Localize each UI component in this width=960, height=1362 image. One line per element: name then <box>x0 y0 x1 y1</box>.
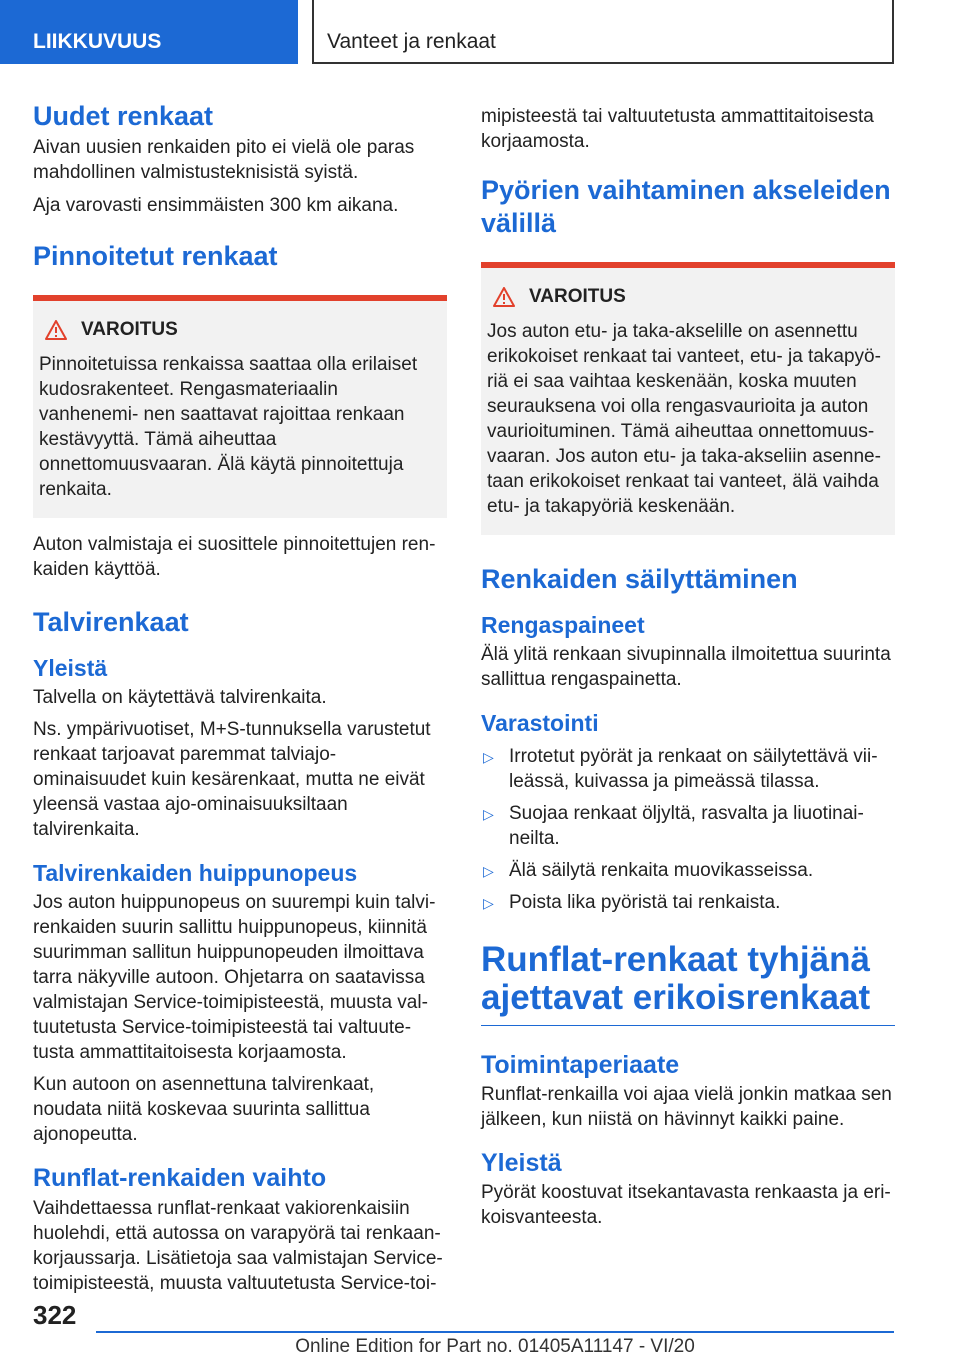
triangle-bullet-icon: ▷ <box>483 749 494 765</box>
section-divider <box>481 1025 895 1026</box>
heading-uudet-renkaat: Uudet renkaat <box>33 101 214 131</box>
paragraph: Aivan uusien renkaiden pito ei vielä ole paras mahdollinen valmistusteknisistä syistä. <box>33 137 415 183</box>
warning-title <box>39 317 441 342</box>
storage-list <box>481 744 895 915</box>
heading-talvirenkaat: Talvirenkaat <box>33 607 189 637</box>
subheading-varastointi: Varastointi <box>481 710 599 736</box>
paragraph: Pyörät koostuvat itsekantavasta renkaasta ja eri- koisvanteesta. <box>481 1182 891 1228</box>
footer-edition: Online Edition for Part no. 01405A11147 - VI/20 <box>295 1336 695 1357</box>
heading-renkaiden-sailyttaminen: Renkaiden säilyttäminen <box>481 564 798 594</box>
subheading-runflat-vaihto: Runflat-renkaiden vaihto <box>33 1164 327 1192</box>
header-chapter: Vanteet ja renkaat <box>312 0 894 64</box>
paragraph: Auton valmistaja ei suosittele pinnoitettujen ren- kaiden käyttöä. <box>33 534 436 580</box>
paragraph: Älä ylitä renkaan sivupinnalla ilmoitettua suurinta sallittua rengaspainetta. <box>481 644 891 690</box>
warning-icon <box>493 287 515 307</box>
list-item: ▷ Suojaa renkaat öljyltä, rasvalta ja liuotinai- neilta. <box>483 803 864 849</box>
triangle-bullet-icon: ▷ <box>483 863 494 879</box>
paragraph: Runflat-renkailla voi ajaa vielä jonkin matkaa sen jälkeen, kun niistä on hävinnyt kaikki paine. <box>481 1084 892 1130</box>
subheading-yleista: Yleistä <box>481 1149 562 1177</box>
page-number: 322 <box>33 1300 77 1330</box>
warning-text: Jos auton etu- ja taka-akselille on asennettu erikokoiset renkaat tai vanteet, etu- ja takapyö- riä ei saa vaihtaa keskenään, koska muuten seurauksena voi olla rengasvaurioita ja auton vaurioituminen. Tämä aiheuttaa onnettomuus- vaaran. Jos auton etu- ja taka-akseliin asenne- taan erikokoiset renkaat tai vanteet, älä vaihda etu- ja takapyöriä keskenään. <box>487 321 881 517</box>
paragraph: Vaihdettaessa runflat-renkaat vakiorenkaisiin huolehdi, että autossa on varapyörä tai renkaan- korjaussarja. Lisätietoja saa valmistajan Service- toimipisteestä, muusta valtuutetusta Service-toi- <box>33 1198 443 1294</box>
warning-box <box>33 295 447 518</box>
header-section: LIIKKUVUUS <box>0 0 298 64</box>
heading-pinnoitetut-renkaat: Pinnoitetut renkaat <box>33 241 278 271</box>
right-column <box>481 100 895 1230</box>
warning-title-text: VAROITUS <box>81 319 178 340</box>
left-column <box>33 100 447 1296</box>
paragraph: mipisteestä tai valtuutetusta ammattitaitoisesta korjaamosta. <box>481 106 874 152</box>
list-item: ▷ Älä säilytä renkaita muovikasseissa. <box>481 858 895 883</box>
subheading-toimintaperiaate: Toimintaperiaate <box>481 1051 680 1079</box>
warning-title-text: VAROITUS <box>529 286 626 307</box>
warning-box <box>481 262 895 535</box>
triangle-bullet-icon: ▷ <box>483 895 494 911</box>
paragraph: Aja varovasti ensimmäisten 300 km aikana. <box>33 195 399 216</box>
warning-icon <box>45 320 67 340</box>
subheading-rengaspaineet: Rengaspaineet <box>481 612 645 638</box>
list-item: ▷ Poista lika pyöristä tai renkaista. <box>481 890 895 915</box>
paragraph: Jos auton huippunopeus on suurempi kuin talvi- renkaiden suurin sallittu huippunopeus, kiinnitä suurimman sallitun huippunopeuden ilmoittava tarra näkyville autoon. Ohjetarra on saatavissa valmistajan Service-toimipisteestä, muusta val- tuutetusta Service-toimipisteestä tai valtuute- tusta ammattitaitoisesta korjaamosta. <box>33 892 436 1063</box>
list-item: ▷ Irrotetut pyörät ja renkaat on säilytettävä vii- leässä, kuivassa ja pimeässä tilassa. <box>483 746 878 792</box>
heading-pyorien-vaihtaminen: Pyörien vaihtaminen akseleiden välillä <box>481 175 891 238</box>
footer-divider <box>96 1331 894 1333</box>
heading-runflat-renkaat: Runflat-renkaat tyhjänä ajettavat erikoisrenkaat <box>481 940 871 1017</box>
paragraph: Kun autoon on asennettuna talvirenkaat, noudata niitä koskevaa suurinta sallittua ajonopeutta. <box>33 1074 375 1145</box>
triangle-bullet-icon: ▷ <box>483 806 494 822</box>
warning-title <box>487 284 889 309</box>
subheading-yleista: Yleistä <box>33 655 108 681</box>
paragraph: Ns. ympärivuotiset, M+S-tunnuksella varustetut renkaat tarjoavat paremmat talviajo-ominaisuudet kuin kesärenkaat, mutta ne eivät yleensä vastaa ajo-ominaisuuksiltaan talvirenkaita. <box>33 719 431 840</box>
warning-text: Pinnoitetuissa renkaissa saattaa olla erilaiset kudosrakenteet. Rengasmateriaalin vanhenemi- nen saattavat rajoittaa renkaan kestävyyttä. Tämä aiheuttaa onnettomuusvaaran. Älä käytä pinnoitettuja renkaita. <box>39 354 418 500</box>
paragraph: Talvella on käytettävä talvirenkaita. <box>33 687 327 708</box>
subheading-talvirenkaiden-huippunopeus: Talvirenkaiden huippunopeus <box>33 860 358 886</box>
